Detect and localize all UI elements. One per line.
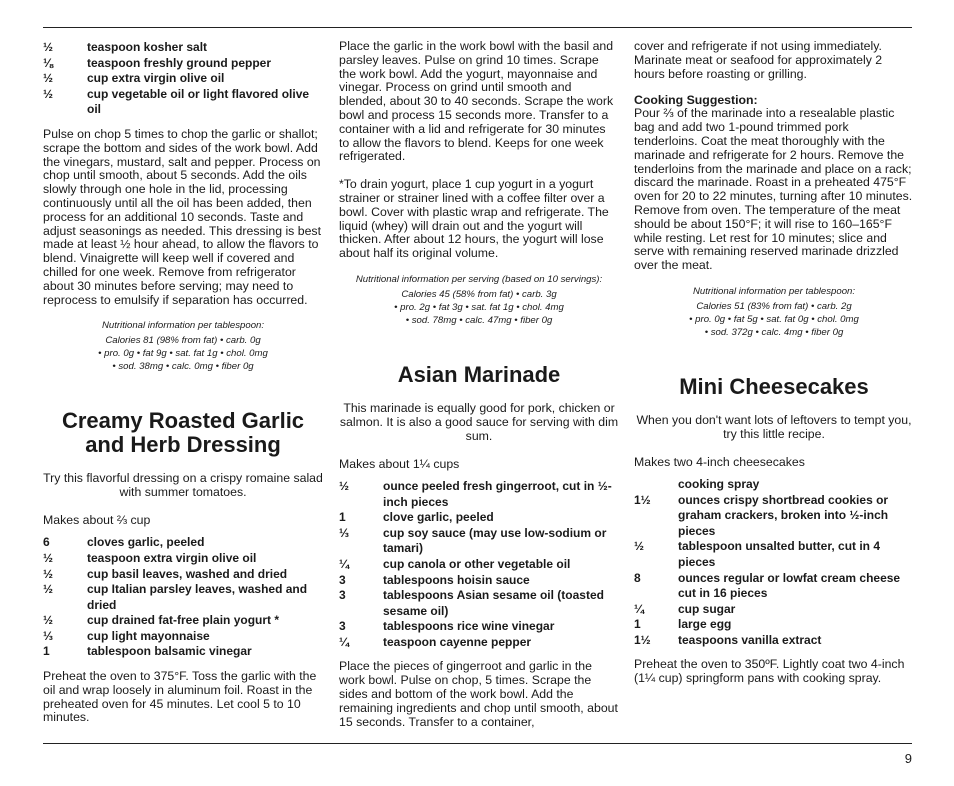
- recipe-intro: This marinade is equally good for pork, chicken or salmon. It is also a good sauce for serving with dim sum.: [339, 400, 619, 443]
- dressing-instructions: Preheat the oven to 375°F. Toss the garlic with the oil and wrap loosely in aluminum foil. Roast in the preheated oven for 45 minutes. Let cool 5 to 10 minutes.: [43, 669, 317, 725]
- column-1: [43, 40, 323, 725]
- dressing-instructions-continued: Place the garlic in the work bowl with the basil and parsley leaves. Pulse on grind 10 times. Scrape the work bowl. Add the yogurt, mayonnaise and vinegar. Process on grind until smooth and blended, about 30 to 40 seconds. Scrape the work bowl and process 15 seconds more. Transfer to a container with a lid and refrigerate for 30 minutes to allow the flavors to blend. Keeps for one week refrigerated.: [339, 39, 614, 164]
- ingredient-row: ½ cup basil leaves, washed and dried: [43, 566, 288, 581]
- ingredient-row: 3 tablespoons rice wine vinegar: [339, 619, 555, 634]
- nutrition-info: Nutritional information per tablespoon: Calories 81 (98% from fat) • carb. 0g • pro. 0g • fat 9g • sat. fat 1g • chol. 0mg • sod. 38mg • calc. 0mg • fiber 0g: [98, 320, 268, 373]
- yogurt-note: *To drain yogurt, place 1 cup yogurt in a yogurt strainer or strainer lined with a coffee filter over a bowl. Cover with plastic wrap and refrigerate. The liquid (whey) will drain out and the yogurt will thicken. After about 12 hours, the yogurt will lose about half its original volume.: [339, 177, 609, 261]
- cooking-suggestion-heading: Cooking Suggestion:: [634, 93, 758, 108]
- ingredient-row: ⅛ teaspoon freshly ground pepper: [43, 55, 272, 70]
- ingredient-row: ½ cup Italian parsley leaves, washed and dried: [43, 582, 308, 612]
- page-number: 9: [904, 751, 912, 766]
- top-rule: [43, 27, 912, 28]
- ingredient-row: ¼ cup canola or other vegetable oil: [339, 556, 571, 571]
- column-2: [339, 40, 619, 729]
- recipe-yield: Makes about 1¼ cups: [339, 456, 460, 471]
- ingredient-row: 1 tablespoon balsamic vinegar: [43, 644, 252, 659]
- nutrition-info: Nutritional information per tablespoon: Calories 51 (83% from fat) • carb. 2g • pro. 0g • fat 5g • sat. fat 0g • chol. 0mg • sod. 372g • calc. 4mg • fiber 0g: [689, 285, 859, 338]
- recipe-title: Creamy Roasted Garlic and Herb Dressing: [61, 408, 305, 458]
- ingredient-row: ¼ cup sugar: [634, 601, 736, 616]
- ingredient-row: 3 tablespoons hoisin sauce: [339, 572, 530, 587]
- ingredient-row: ¼ teaspoon cayenne pepper: [339, 634, 532, 649]
- ingredient-row: 6 cloves garlic, peeled: [43, 535, 205, 550]
- cooking-suggestion-text: Pour ⅔ of the marinade into a resealable plastic bag and add two 1-pound trimmed pork tenderloins. Coat the meat thoroughly with the marinade and refrigerate for 2 hours. Remove the tenderloins from the marinade and place on a rack; discard the marinade. Roast in a preheated 475°F oven for 20 to 22 minutes, turning after 10 minutes. Remove from oven. The temperature of the meat should be about 150°F; it will rise to 160–165°F while resting. Let rest for 10 minutes; slice and serve with remaining reserved marinade drizzled over the meat.: [634, 106, 913, 273]
- ingredient-list: [339, 479, 619, 651]
- ingredient-list: [634, 477, 914, 649]
- recipe-intro: Try this flavorful dressing on a crispy romaine salad with summer tomatoes.: [43, 471, 323, 500]
- marinade-instructions: Place the pieces of gingerroot and garlic in the work bowl. Pulse on chop, 5 times. Scrape the sides and bottom of the work bowl. Add the remaining ingredients and chop until smooth, about 15 seconds. Transfer to a container,: [339, 659, 618, 729]
- ingredient-row: ½ cup extra virgin olive oil: [43, 71, 225, 86]
- ingredient-list-continued: [43, 40, 323, 118]
- ingredient-row: 1½ ounces crispy shortbread cookies or graham crackers, broken into ½-inch pieces: [634, 492, 889, 538]
- recipe-title: Mini Cheesecakes: [679, 373, 869, 399]
- vinaigrette-instructions: Pulse on chop 5 times to chop the garlic or shallot; scrape the bottom and sides of the work bowl. Add the vinegars, mustard, salt and pepper. Process on chop until smooth, about 5 seconds. Add the oils slowly through one hole in the lid, processing continuously until all the oil has been added, then process for an additional 10 seconds. Taste and adjust seasonings as needed. This dressing is best made at least ½ hour ahead, to allow the flavors to blend. Vinaigrette will keep well if covered and chilled for one week. Remove from refrigerator about 30 minutes before serving; may need to reprocess to emulsify if separation has occurred.: [43, 126, 321, 307]
- ingredient-row: 8 ounces regular or lowfat cream cheese cut in 16 pieces: [634, 570, 901, 601]
- ingredient-row: 1 large egg: [634, 617, 732, 632]
- ingredient-row: ½ tablespoon unsalted butter, cut in 4 pieces: [634, 539, 881, 569]
- recipe-intro: When you don't want lots of leftovers to tempt you, try this little recipe.: [636, 412, 912, 441]
- ingredient-list: [43, 535, 323, 660]
- ingredient-row: 1 clove garlic, peeled: [339, 510, 494, 525]
- ingredient-row: cooking spray: [678, 476, 760, 491]
- ingredient-row: ½ cup drained fat-free plain yogurt *: [43, 613, 280, 628]
- ingredient-row: ½ ounce peeled fresh gingerroot, cut in ½-inch pieces: [339, 478, 612, 509]
- ingredient-row: ½ cup vegetable oil or light flavored olive oil: [43, 86, 310, 117]
- marinade-instructions-continued: cover and refrigerate if not using immediately. Marinate meat or seafood for approximately 2 hours before roasting or grilling.: [634, 39, 883, 81]
- cheesecake-instructions: Preheat the oven to 350ºF. Lightly coat two 4-inch (1¼ cup) springform pans with cooking spray.: [634, 657, 905, 686]
- ingredient-row: ½ teaspoon kosher salt: [43, 40, 208, 54]
- ingredient-row: ⅓ cup soy sauce (may use low-sodium or tamari): [339, 525, 607, 556]
- ingredient-row: 3 tablespoons Asian sesame oil (toasted sesame oil): [339, 588, 604, 618]
- bottom-rule: [43, 743, 912, 744]
- ingredient-row: ⅓ cup light mayonnaise: [43, 628, 210, 643]
- ingredient-row: 1½ teaspoons vanilla extract: [634, 632, 822, 647]
- nutrition-info: Nutritional information per serving (based on 10 servings): Calories 45 (58% from fat) • carb. 3g • pro. 2g • fat 3g • sat. fat 1g • chol. 4mg • sod. 78mg • calc. 47mg • fiber 0g: [355, 273, 603, 326]
- recipe-yield: Makes about ⅔ cup: [43, 513, 151, 528]
- recipe-title: Asian Marinade: [397, 361, 561, 387]
- ingredient-row: ½ teaspoon extra virgin olive oil: [43, 550, 257, 565]
- recipe-yield: Makes two 4-inch cheesecakes: [634, 454, 805, 469]
- column-3: [634, 40, 914, 686]
